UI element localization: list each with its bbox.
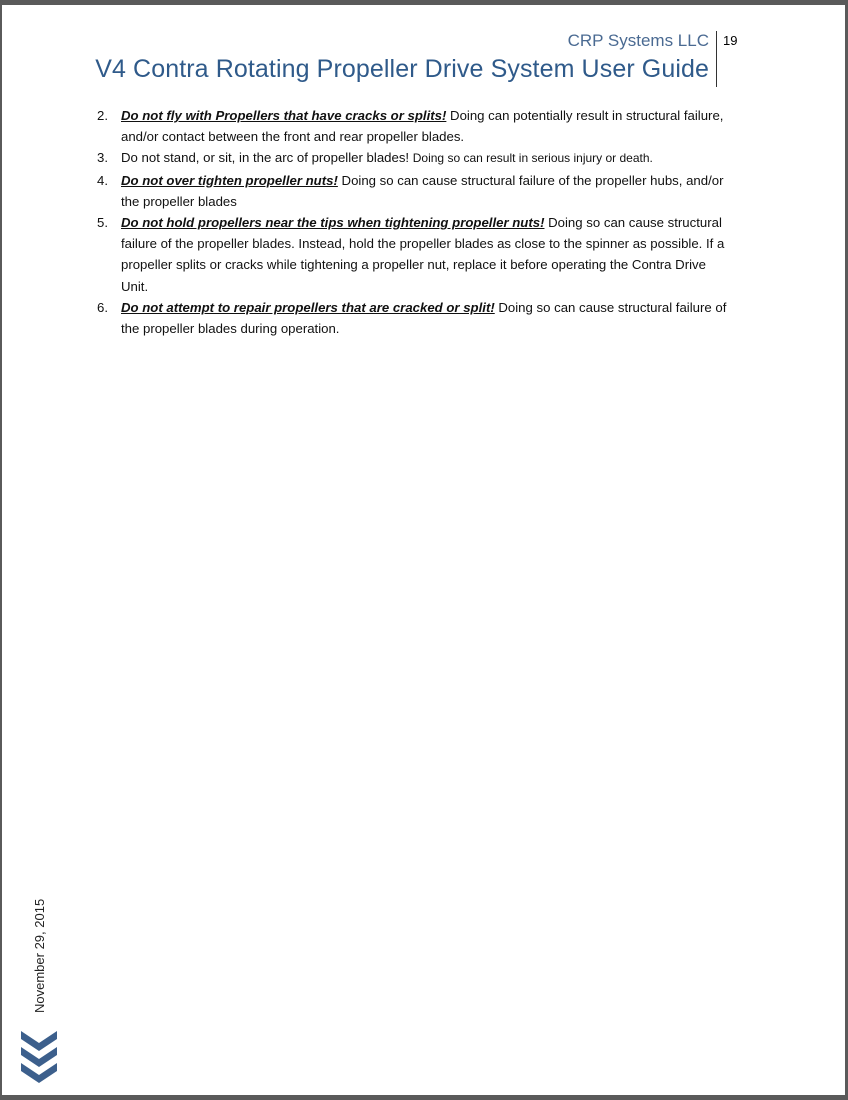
list-number: 3. <box>97 150 108 166</box>
chevron-stack-icon <box>21 1031 57 1085</box>
header-divider <box>716 31 717 87</box>
item-text: Doing so can cause structural failure of the propeller hubs, and/or the propeller blades <box>121 172 724 209</box>
list-item <box>95 105 735 147</box>
safety-list <box>95 105 735 339</box>
document-page <box>2 5 845 1095</box>
item-text: Doing so can cause structural failure of the propeller blades. Instead, hold the propeller blades as close to the spinner as possible. If a propeller splits or cracks while tightening a propeller nut, replace it before operating the Contra Drive Unit. <box>121 215 725 294</box>
list-item <box>95 297 735 339</box>
list-number: 2. <box>97 108 108 123</box>
list-item <box>95 170 735 212</box>
document-title: V4 Contra Rotating Propeller Drive System User Guide <box>95 55 709 83</box>
list-number: 5. <box>97 215 108 231</box>
warning-text: Do not over tighten propeller nuts! <box>121 172 338 188</box>
list-number: 4. <box>97 172 108 188</box>
list-number: 6. <box>97 299 108 315</box>
list-item <box>95 212 735 297</box>
warning-text: Do not fly with Propellers that have cracks or splits! <box>121 108 447 123</box>
item-text: Doing can potentially result in structural failure, and/or contact between the front and rear propeller blades. <box>121 108 724 145</box>
list-item <box>95 147 735 169</box>
page-number: 19 <box>723 33 738 48</box>
warning-text: Do not attempt to repair propellers that are cracked or split! <box>121 299 495 315</box>
company-name: CRP Systems LLC <box>567 31 709 50</box>
item-text: Doing so can cause structural failure of the propeller blades during operation. <box>121 299 727 337</box>
footer-date: November 29, 2015 <box>32 898 47 1013</box>
item-text: Do not stand, or sit, in the arc of propeller blades! <box>121 150 413 166</box>
item-text-small: Doing so can result in serious injury or death. <box>412 151 653 166</box>
warning-text: Do not hold propellers near the tips when tightening propeller nuts! <box>121 215 545 231</box>
